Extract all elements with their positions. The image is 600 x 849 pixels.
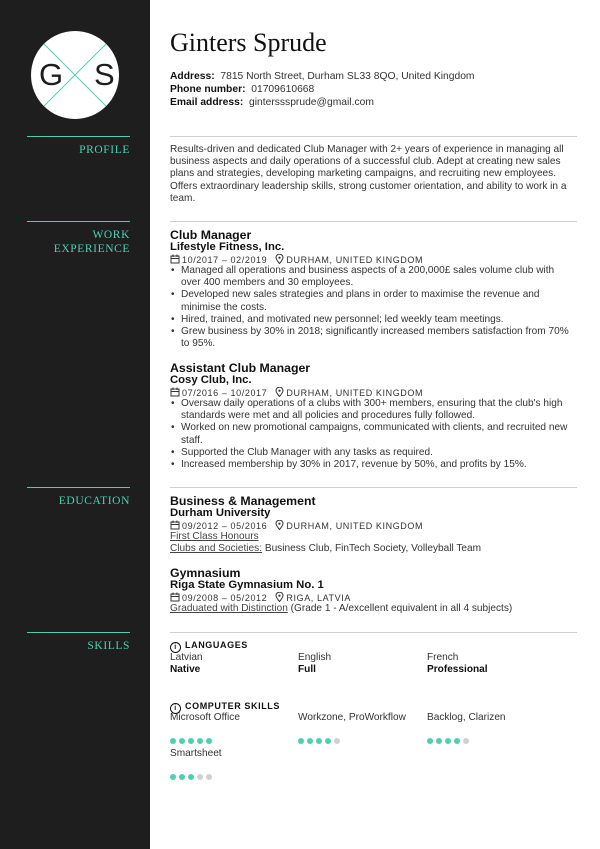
section-divider-accent xyxy=(27,221,130,222)
clubs-line xyxy=(170,543,481,554)
candidate-name: Ginters Sprude xyxy=(170,28,327,57)
education-dates: 09/2008 – 05/2012 xyxy=(182,593,268,603)
phone-value[interactable]: 01709610668 xyxy=(251,84,315,95)
sidebar xyxy=(0,0,150,849)
location-pin-icon xyxy=(275,387,284,397)
clubs-label: Clubs and Societies: xyxy=(170,543,263,554)
section-divider xyxy=(170,487,577,488)
address-line xyxy=(170,71,475,82)
section-title-work-line1: WORK xyxy=(92,229,130,241)
rating-dot-filled xyxy=(170,774,176,780)
job-title: Assistant Club Manager xyxy=(170,361,311,375)
honours-line xyxy=(170,531,259,542)
rating-dot-filled xyxy=(197,738,203,744)
location-pin-icon xyxy=(275,592,284,602)
language-level: Full xyxy=(298,664,316,675)
distinction: Graduated with Distinction xyxy=(170,603,288,614)
rating-dot-filled xyxy=(170,738,176,744)
rating-dot-filled xyxy=(188,774,194,780)
section-divider xyxy=(170,136,577,137)
rating-dot-filled xyxy=(298,738,304,744)
calendar-icon xyxy=(170,520,180,530)
computer-skill-name: Backlog, Clarizen xyxy=(427,712,506,723)
phone-line xyxy=(170,84,314,95)
language-name: Latvian xyxy=(170,652,203,663)
rating-dot-filled xyxy=(316,738,322,744)
computer-skill-name: Microsoft Office xyxy=(170,712,240,723)
section-title-work xyxy=(20,228,130,256)
job-meta xyxy=(170,387,423,398)
rating-dot-filled xyxy=(307,738,313,744)
education-location: DURHAM, UNITED KINGDOM xyxy=(286,521,424,531)
list-item: • Developed new sales strategies and plans in order to maximise the revenue and minimise the costs. xyxy=(170,289,570,313)
distinction-note: (Grade 1 - A/excellent equivalent in all 4 subjects) xyxy=(287,603,513,614)
calendar-icon xyxy=(170,387,180,397)
section-divider xyxy=(170,221,577,222)
rating-dot-filled xyxy=(179,774,185,780)
location-pin-icon xyxy=(275,254,284,264)
info-icon: i xyxy=(170,703,181,714)
list-item: • Worked on new promotional campaigns, communicated with clients, and recruited new staff. xyxy=(170,422,570,446)
email-line xyxy=(170,97,374,108)
job-employer: Cosy Club, Inc. xyxy=(170,374,252,386)
list-item: • Hired, trained, and motivated new personnel; led weekly team meetings. xyxy=(170,314,570,326)
rating-dot-filled xyxy=(188,738,194,744)
school-name: Durham University xyxy=(170,507,271,519)
email-value[interactable]: gintersssprude@gmail.com xyxy=(249,97,374,108)
job-dates: 10/2017 – 02/2019 xyxy=(182,255,268,265)
rating-dot-filled xyxy=(454,738,460,744)
initial-last: S xyxy=(94,57,115,92)
job-meta xyxy=(170,254,423,265)
school-name: Riga State Gymnasium No. 1 xyxy=(170,579,324,591)
job-title: Club Manager xyxy=(170,228,252,242)
list-item: • Increased membership by 30% in 2017, revenue by 50%, and profits by 15%. xyxy=(170,459,570,471)
calendar-icon xyxy=(170,254,180,264)
list-item: • Oversaw daily operations of a clubs with 300+ members, ensuring that the club's high standards were met and all policies and procedures fully followed. xyxy=(170,398,570,422)
rating-dot-empty xyxy=(206,774,212,780)
computer-skills-label: COMPUTER SKILLS xyxy=(185,701,281,711)
rating-dot-filled xyxy=(445,738,451,744)
distinction-line xyxy=(170,603,512,614)
list-item: • Managed all operations and business aspects of a 200,000£ sales volume club with over 400 members and 30 employees. xyxy=(170,265,570,289)
language-level: Professional xyxy=(427,664,488,675)
section-divider-accent xyxy=(27,632,130,633)
language-level: Native xyxy=(170,664,201,675)
language-name: English xyxy=(298,652,332,663)
job-bullets xyxy=(170,398,570,471)
computer-skill-name: Smartsheet xyxy=(170,748,222,759)
section-title-profile: PROFILE xyxy=(79,144,130,156)
rating-dot-filled xyxy=(325,738,331,744)
section-title-work-line2: EXPERIENCE xyxy=(53,243,130,255)
info-icon: i xyxy=(170,642,181,653)
job-bullets xyxy=(170,265,570,350)
skill-rating xyxy=(427,731,472,738)
profile-summary: Results-driven and dedicated Club Manager with 2+ years of experience in managing all business aspects and daily operations of a successful club. Adept at creating new sales plans and strategies, developing marketing campaigns, and recruiting new employees. Offers extraordinary leadership skills, strong customer orientation, and ability to work in a team. xyxy=(170,144,567,204)
rating-dot-filled xyxy=(436,738,442,744)
computer-skill-name: Workzone, ProWorkflow xyxy=(298,712,406,723)
section-title-skills: SKILLS xyxy=(87,640,130,652)
rating-dot-filled xyxy=(179,738,185,744)
list-item: • Grew business by 30% in 2018; significantly increased members satisfaction from 70% to 95%. xyxy=(170,326,570,350)
job-employer: Lifestyle Fitness, Inc. xyxy=(170,241,285,253)
rating-dot-empty xyxy=(334,738,340,744)
skill-rating xyxy=(170,767,215,774)
degree-title: Gymnasium xyxy=(170,566,241,580)
education-meta xyxy=(170,592,351,603)
address-label: Address: xyxy=(170,71,215,82)
email-label: Email address: xyxy=(170,97,244,108)
languages-label: LANGUAGES xyxy=(185,640,248,650)
rating-dot-filled xyxy=(206,738,212,744)
rating-dot-empty xyxy=(463,738,469,744)
section-divider xyxy=(170,632,577,633)
phone-label: Phone number: xyxy=(170,84,246,95)
section-title-education: EDUCATION xyxy=(58,495,130,507)
section-divider-accent xyxy=(27,136,130,137)
list-item: • Supported the Club Manager with any tasks as required. xyxy=(170,447,570,459)
initial-first: G xyxy=(39,57,64,92)
section-divider-accent xyxy=(27,487,130,488)
monogram-logo xyxy=(31,31,119,119)
honours: First Class Honours xyxy=(170,531,259,542)
skill-rating xyxy=(298,731,343,738)
language-name: French xyxy=(427,652,459,663)
location-pin-icon xyxy=(275,520,284,530)
address-value: 7815 North Street, Durham SL33 8QO, United Kingdom xyxy=(220,71,475,82)
education-meta xyxy=(170,520,423,531)
education-dates: 09/2012 – 05/2016 xyxy=(182,521,268,531)
rating-dot-empty xyxy=(197,774,203,780)
skill-rating xyxy=(170,731,215,738)
job-location: DURHAM, UNITED KINGDOM xyxy=(286,388,424,398)
education-location: RIGA, LATVIA xyxy=(286,593,351,603)
clubs-value: Business Club, FinTech Society, Volleyball Team xyxy=(262,543,482,554)
rating-dot-filled xyxy=(427,738,433,744)
job-location: DURHAM, UNITED KINGDOM xyxy=(286,255,424,265)
degree-title: Business & Management xyxy=(170,494,316,508)
calendar-icon xyxy=(170,592,180,602)
job-dates: 07/2016 – 10/2017 xyxy=(182,388,268,398)
